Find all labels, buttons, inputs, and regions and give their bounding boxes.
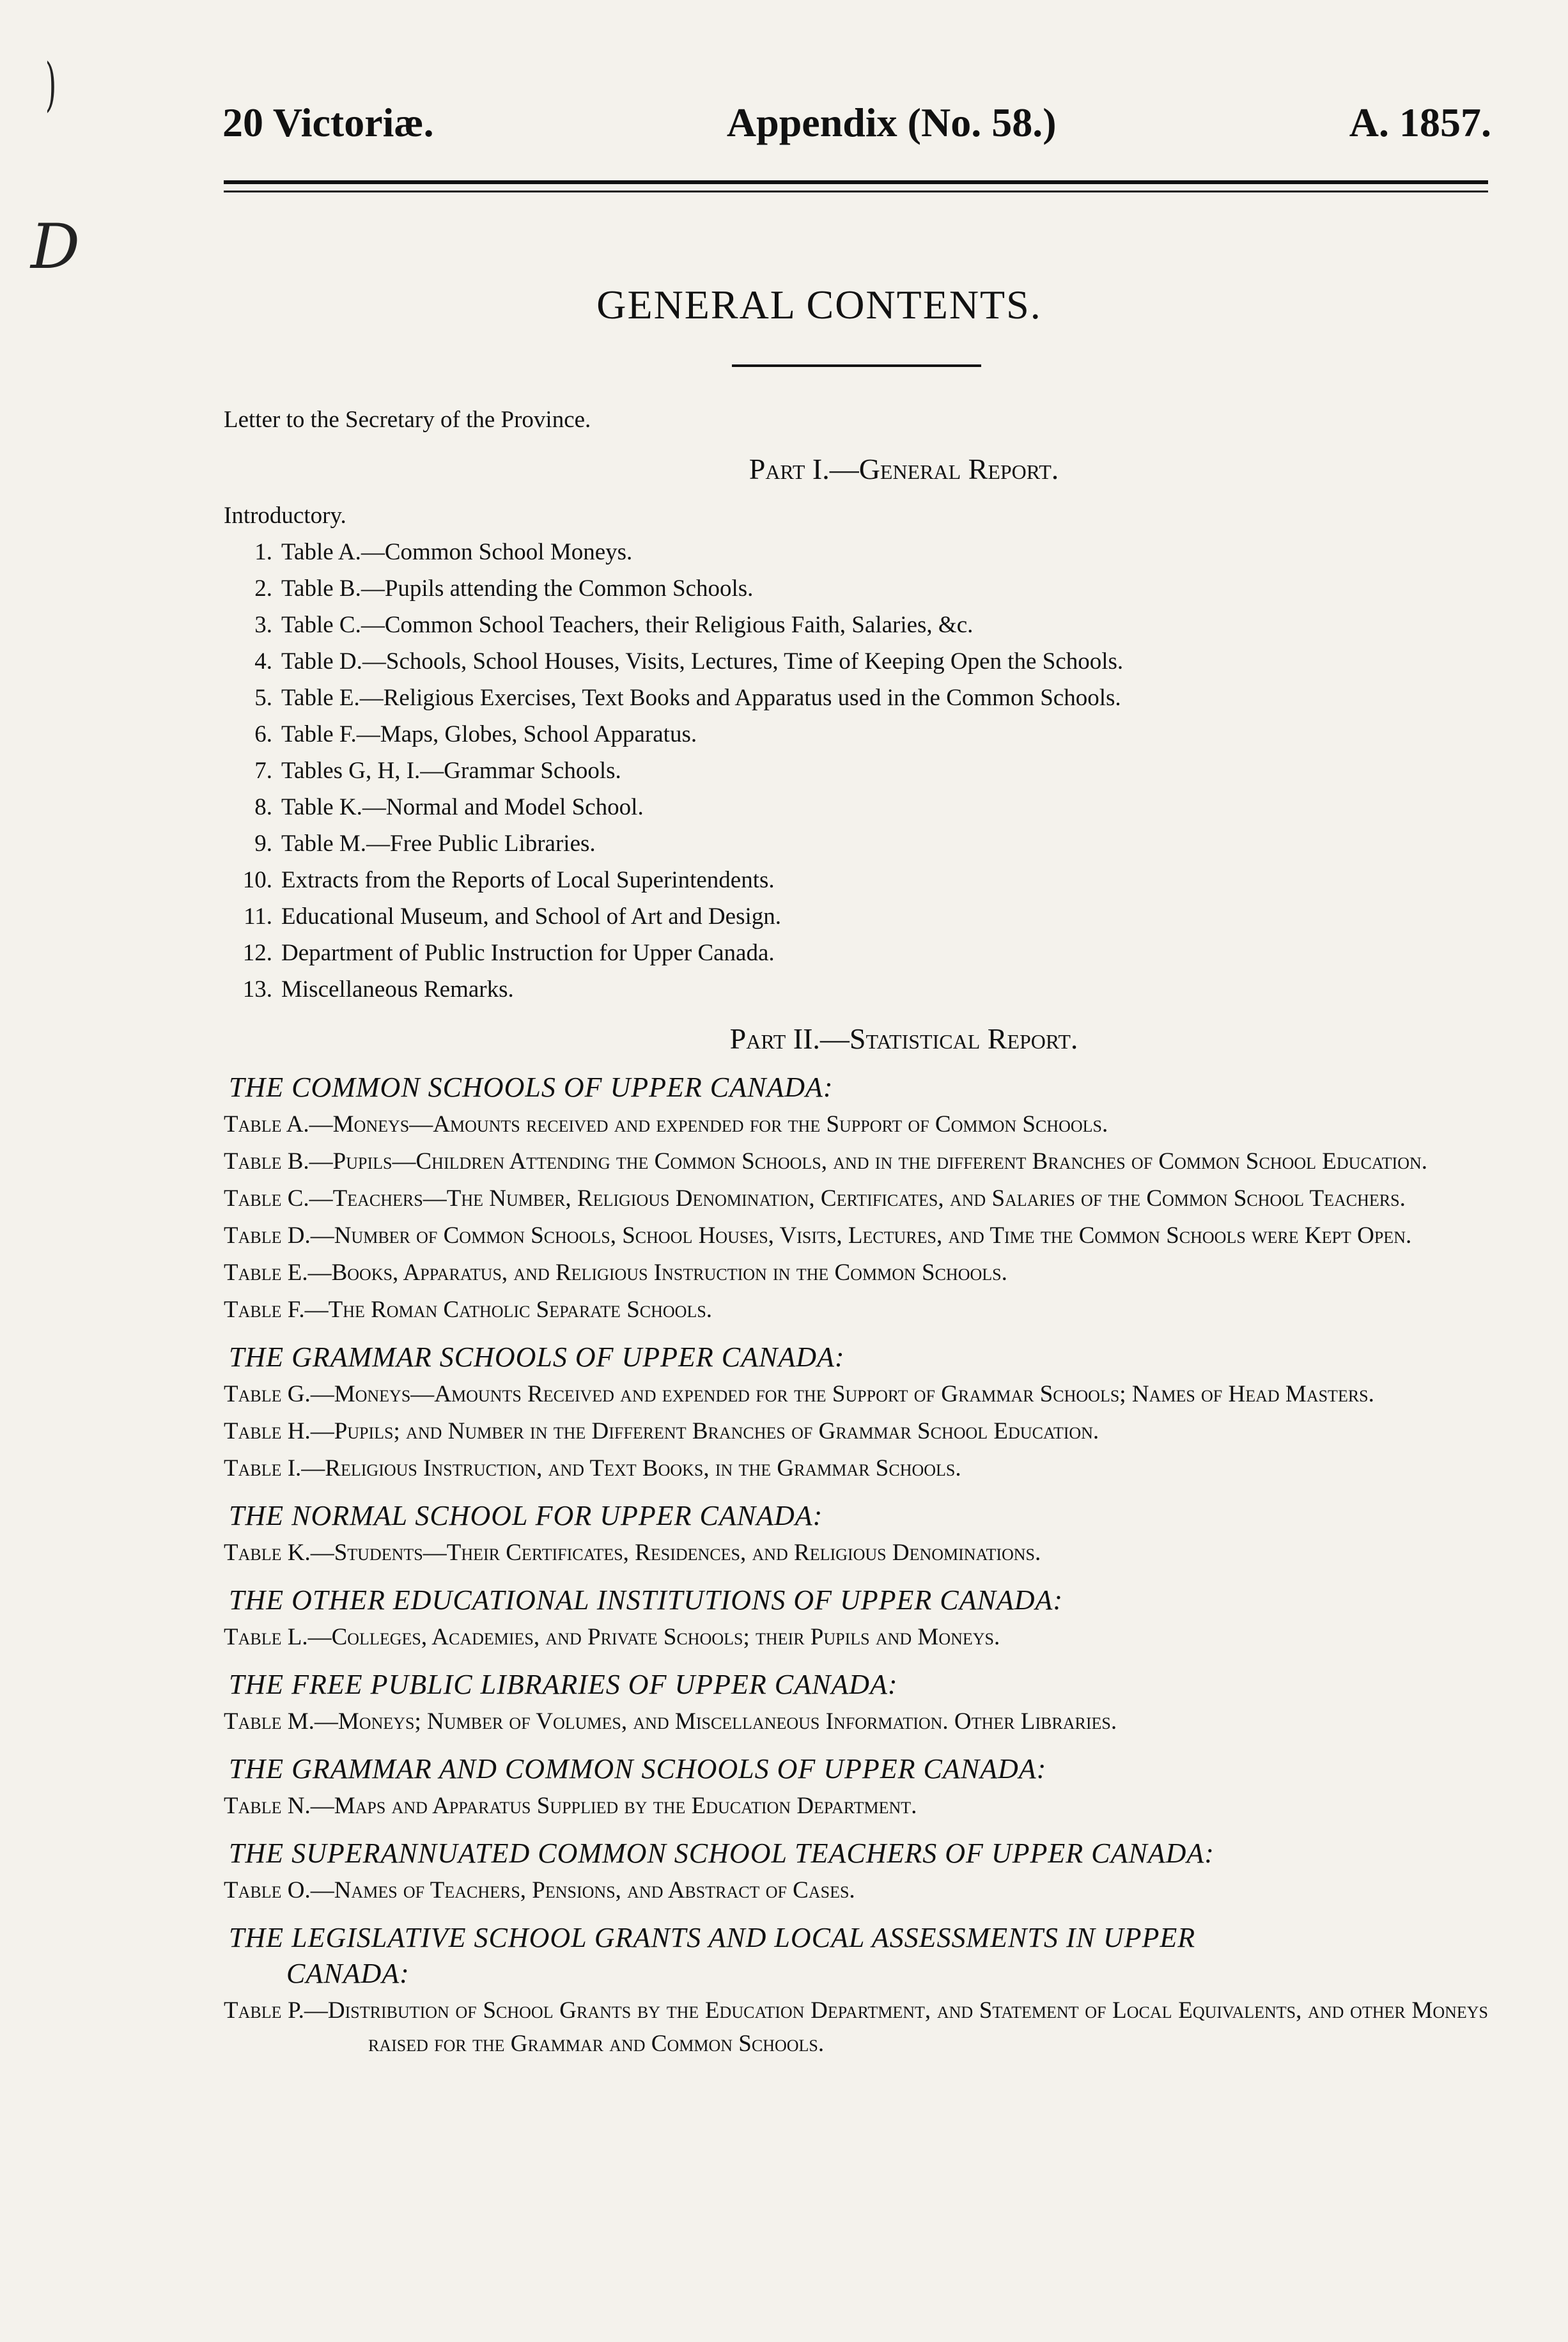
table-entry [224,1108,1488,1141]
item-number: 7. [254,758,272,784]
list-item [224,534,1488,570]
table-entry [224,1415,1488,1448]
entry-text: Students—Their Certificates, Residences, and Religious Denominations. [334,1540,1041,1566]
table-entry [224,1705,1488,1738]
table-entry [224,1182,1488,1215]
part1-list [224,534,1488,1008]
entry-text: Pupils; and Number in the Different Branches of Grammar School Education. [334,1418,1099,1444]
list-item [224,971,1488,1008]
item-number: 9. [254,831,272,857]
entry-label: Table G.— [224,1381,334,1407]
table-entry [224,1621,1488,1654]
section-heading: THE COMMON SCHOOLS OF UPPER CANADA: [229,1072,834,1103]
entry-label: Table L.— [224,1624,332,1650]
entry-label: Table P.— [224,1997,328,2024]
item-number: 4. [254,648,272,675]
section-heading: THE GRAMMAR SCHOOLS OF UPPER CANADA: [229,1341,845,1373]
item-text: Table B.—Pupils attending the Common Schools. [281,575,754,602]
item-number: 8. [254,794,272,820]
entry-text: Moneys—Amounts Received and expended for the Support of Grammar Schools; Names of Head Masters. [334,1381,1374,1407]
item-text: Table E.—Religious Exercises, Text Books and Apparatus used in the Common Schools. [281,685,1121,711]
list-item [224,789,1488,825]
section-heading: THE GRAMMAR AND COMMON SCHOOLS OF UPPER CANADA: [229,1753,1047,1784]
entry-label: Table I.— [224,1455,325,1481]
entry-label: Table M.— [224,1708,338,1735]
letter-line: Letter to the Secretary of the Province. [224,407,591,433]
table-entry [224,1790,1488,1823]
item-number: 1. [254,539,272,565]
entry-text: Pupils—Children Attending the Common Schools, and in the different Branches of Common School Education. [332,1148,1428,1175]
entry-text: Religious Instruction, and Text Books, in the Grammar Schools. [325,1455,961,1481]
item-text: Table D.—Schools, School Houses, Visits, Lectures, Time of Keeping Open the Schools. [281,648,1124,675]
section-heading: THE NORMAL SCHOOL FOR UPPER CANADA: [229,1500,823,1531]
running-header [217,99,1491,146]
list-item [224,643,1488,680]
section-heading: THE OTHER EDUCATIONAL INSTITUTIONS OF UPPER CANADA: [229,1584,1064,1616]
header-year: A. 1857. [1349,100,1491,145]
margin-pencil-mark: D [31,211,80,283]
list-item [224,680,1488,716]
entry-label: Table C.— [224,1185,333,1212]
entry-label: Table H.— [224,1418,334,1444]
section-heading: THE LEGISLATIVE SCHOOL GRANTS AND LOCAL ASSESSMENTS IN UPPER [229,1922,1196,1953]
table-entry [224,1378,1488,1411]
margin-pencil-mark: ) [45,51,57,118]
table-entry [224,1293,1488,1327]
item-text: Table K.—Normal and Model School. [281,794,644,820]
page-title: GENERAL CONTENTS. [596,282,1042,327]
item-text: Educational Museum, and School of Art and Design. [281,903,782,930]
section-heading: THE FREE PUBLIC LIBRARIES OF UPPER CANADA: [229,1669,898,1700]
list-item [224,862,1488,898]
section-heading: THE SUPERANNUATED COMMON SCHOOL TEACHERS OF UPPER CANADA: [229,1838,1215,1869]
item-text: Table C.—Common School Teachers, their Religious Faith, Salaries, &c. [281,612,974,638]
entry-text: Moneys—Amounts received and expended for the Support of Common Schools. [332,1111,1108,1137]
entry-text: Moneys; Number of Volumes, and Miscellaneous Information. Other Libraries. [338,1708,1117,1735]
entry-text: Teachers—The Number, Religious Denomination, Certificates, and Salaries of the Common School Teachers. [332,1185,1406,1212]
item-number: 3. [254,612,272,638]
item-text: Department of Public Instruction for Upper Canada. [281,940,775,966]
entry-text: The Roman Catholic Separate Schools. [328,1297,713,1323]
header-rule-thin [224,191,1488,192]
entry-label: Table D.— [224,1222,334,1249]
header-appendix: Appendix (No. 58.) [726,100,1057,145]
table-entry [224,1256,1488,1290]
entry-label: Table E.— [224,1260,332,1286]
header-session: 20 Victoriæ. [222,100,434,145]
table-entry [224,1145,1488,1178]
item-text: Table M.—Free Public Libraries. [281,831,596,857]
table-entry [224,1994,1488,2061]
list-item [224,570,1488,607]
contents-body [224,402,1488,2065]
entry-label: Table A.— [224,1111,333,1137]
item-text: Table A.—Common School Moneys. [281,539,633,565]
item-number: 2. [254,575,272,602]
introductory-line: Introductory. [224,503,346,529]
item-text: Miscellaneous Remarks. [281,976,514,1003]
header-rule-thick [224,180,1488,184]
entry-text: Distribution of School Grants by the Education Department, and Statement of Local Equivalents, and other Moneys raised for the Grammar and Common Schools. [327,1997,1488,2057]
title-rule [732,364,981,367]
table-entry [224,1452,1488,1485]
section-heading-continuation: CANADA: [286,1958,410,1989]
entry-label: Table B.— [224,1148,333,1175]
item-number: 6. [254,721,272,747]
item-text: Table F.—Maps, Globes, School Apparatus. [281,721,697,747]
item-number: 10. [242,867,272,893]
list-item [224,716,1488,753]
table-entry [224,1874,1488,1907]
entry-label: Table F.— [224,1297,329,1323]
entry-label: Table N.— [224,1793,334,1819]
entry-text: Number of Common Schools, School Houses, Visits, Lectures, and Time the Common Schools were Kept Open. [334,1222,1412,1249]
entry-label: Table O.— [224,1877,334,1903]
item-number: 12. [242,940,272,966]
entry-label: Table K.— [224,1540,334,1566]
item-number: 5. [254,685,272,711]
list-item [224,607,1488,643]
entry-text: Colleges, Academies, and Private Schools; their Pupils and Moneys. [331,1624,1000,1650]
part1-heading: Part I.—General Report. [749,453,1059,485]
list-item [224,898,1488,935]
item-number: 11. [244,903,272,930]
table-entry [224,1536,1488,1570]
entry-text: Names of Teachers, Pensions, and Abstract of Cases. [334,1877,855,1903]
list-item [224,935,1488,971]
item-text: Extracts from the Reports of Local Superintendents. [281,867,775,893]
list-item [224,825,1488,862]
item-text: Tables G, H, I.—Grammar Schools. [281,758,621,784]
item-number: 13. [242,976,272,1003]
list-item [224,753,1488,789]
part2-heading: Part II.—Statistical Report. [729,1022,1078,1055]
table-entry [224,1219,1488,1253]
entry-text: Books, Apparatus, and Religious Instruction in the Common Schools. [331,1260,1007,1286]
entry-text: Maps and Apparatus Supplied by the Education Department. [334,1793,917,1819]
